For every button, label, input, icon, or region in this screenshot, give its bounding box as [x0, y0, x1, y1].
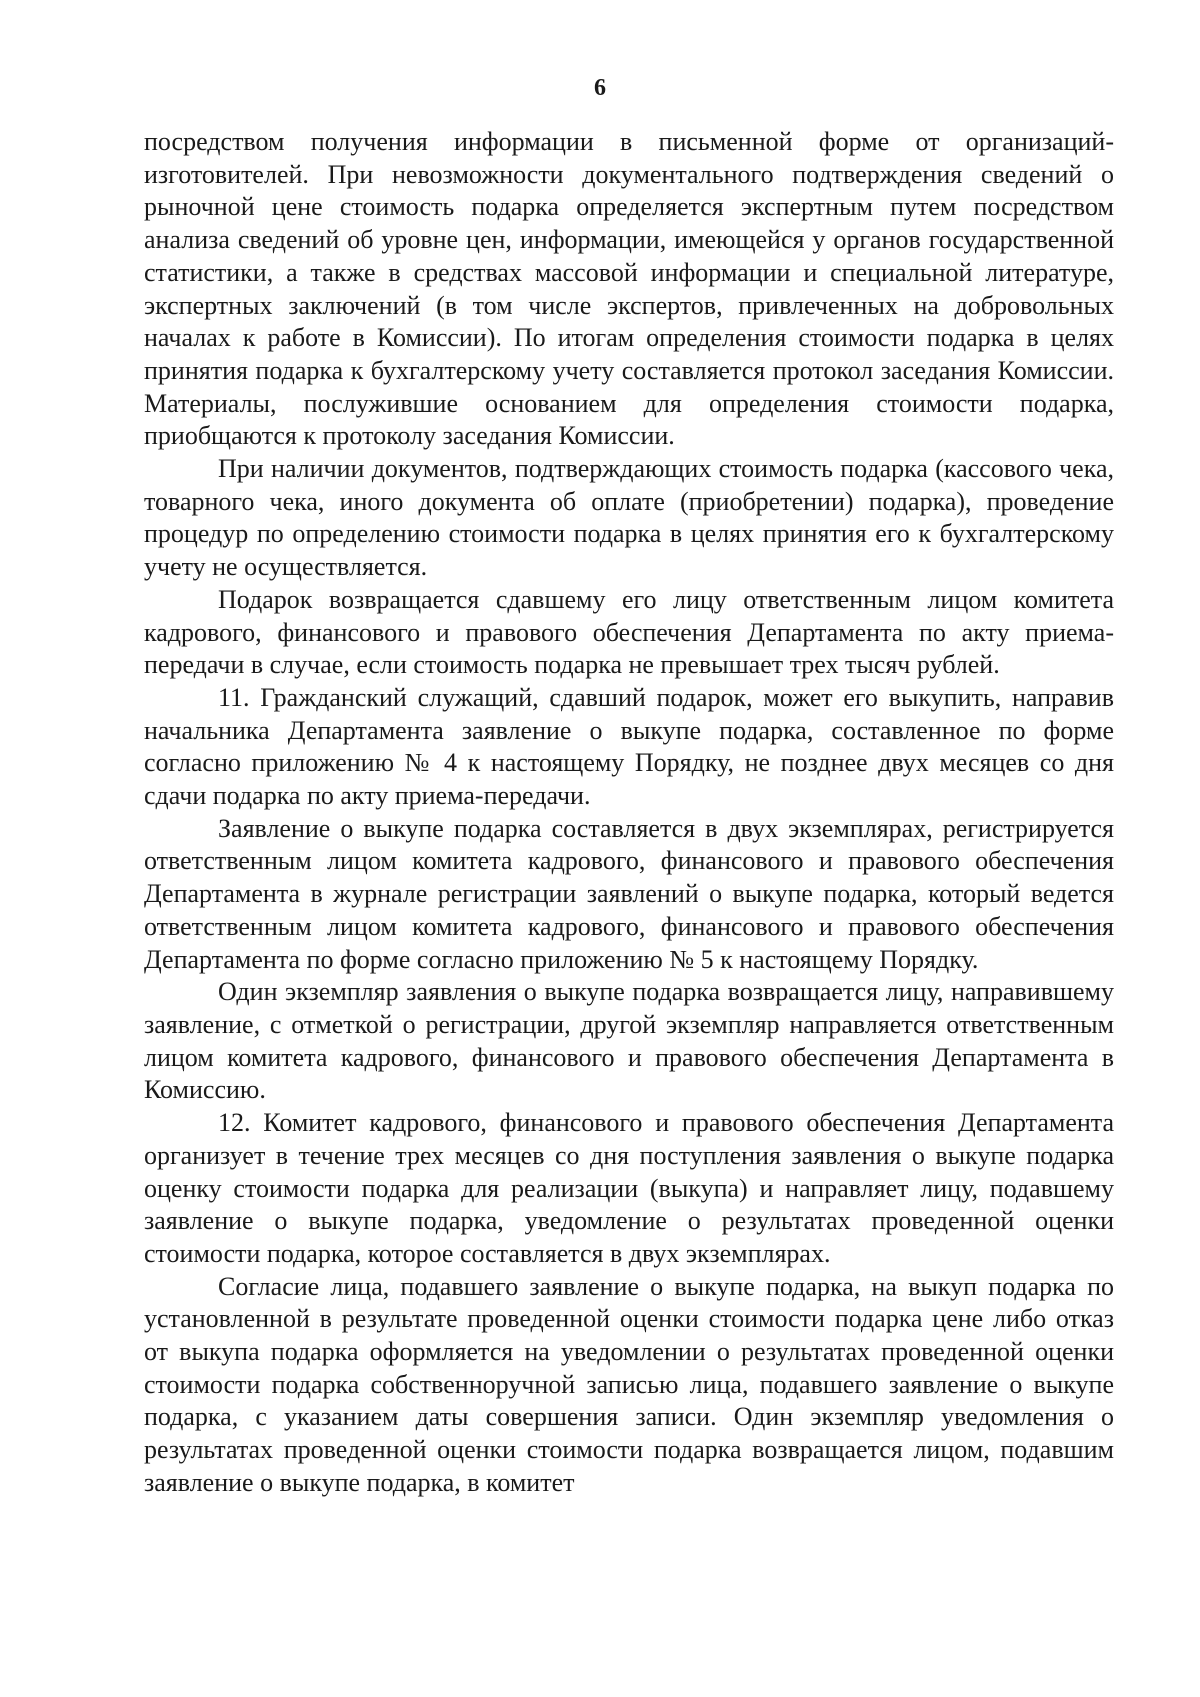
document-body: [144, 126, 1114, 1500]
paragraph-continuation: посредством получения информации в письменной форме от организаций-изготовителей. При невозможности документального подтверждения сведений о рыночной цене стоимость подарка определяется экспертным путем посредством анализа сведений об уровне цен, информации, имеющейся у органов государственной статистики, а также в средствах массовой информации и специальной литературе, экспертных заключений (в том числе экспертов, привлеченных на добровольных началах к работе в Комиссии). По итогам определения стоимости подарка в целях принятия подарка к бухгалтерскому учету составляется протокол заседания Комиссии. Материалы, послужившие основанием для определения стоимости подарка, приобщаются к протоколу заседания Комиссии.: [144, 127, 1114, 451]
page-number: 6: [594, 75, 606, 101]
paragraph-gift-return: Подарок возвращается сдавшему его лицу ответственным лицом комитета кадрового, финансового и правового обеспечения Департамента по акту приема-передачи в случае, если стоимость подарка не превышает трех тысяч рублей.: [144, 584, 1114, 680]
paragraph-clause-11: 11. Гражданский служащий, сдавший подарок, может его выкупить, направив начальника Департамента заявление о выкупе подарка, составленное по форме согласно приложению № 4 к настоящему Порядку, не позднее двух месяцев со дня сдачи подарка по акту приема-передачи.: [144, 682, 1114, 811]
paragraph-application-registration: Заявление о выкупе подарка составляется в двух экземплярах, регистрируется ответственным лицом комитета кадрового, финансового и правового обеспечения Департамента в журнале регистрации заявлений о выкупе подарка, который ведется ответственным лицом комитета кадрового, финансового и правового обеспечения Департамента по форме согласно приложению № 5 к настоящему Порядку.: [144, 813, 1114, 974]
paragraph-application-copy: Один экземпляр заявления о выкупе подарка возвращается лицу, направившему заявление, с отметкой о регистрации, другой экземпляр направляется ответственным лицом комитета кадрового, финансового и правового обеспечения Департамента в Комиссию.: [144, 977, 1114, 1105]
paragraph-consent: Согласие лица, подавшего заявление о выкупе подарка, на выкуп подарка по установленной в результате проведенной оценки стоимости подарка цене либо отказ от выкупа подарка оформляется на уведомлении о результатах проведенной оценки стоимости подарка собственноручной записью лица, подавшего заявление о выкупе подарка, с указанием даты совершения записи. Один экземпляр уведомления о результатах проведенной оценки стоимости подарка возвращается лицом, подавшим заявление о выкупе подарка, в комитет: [144, 1271, 1114, 1497]
paragraph-documents-cost: При наличии документов, подтверждающих стоимость подарка (кассового чека, товарного чека, иного документа об оплате (приобретении) подарка), проведение процедур по определению стоимости подарка в целях принятия его к бухгалтерскому учету не осуществляется.: [144, 454, 1114, 582]
paragraph-clause-12: 12. Комитет кадрового, финансового и правового обеспечения Департамента организует в течение трех месяцев со дня поступления заявления о выкупе подарка оценку стоимости подарка для реализации (выкупа) и направляет лицу, подавшему заявление о выкупе подарка, уведомление о результатах проведенной оценки стоимости подарка, которое составляется в двух экземплярах.: [144, 1108, 1114, 1268]
